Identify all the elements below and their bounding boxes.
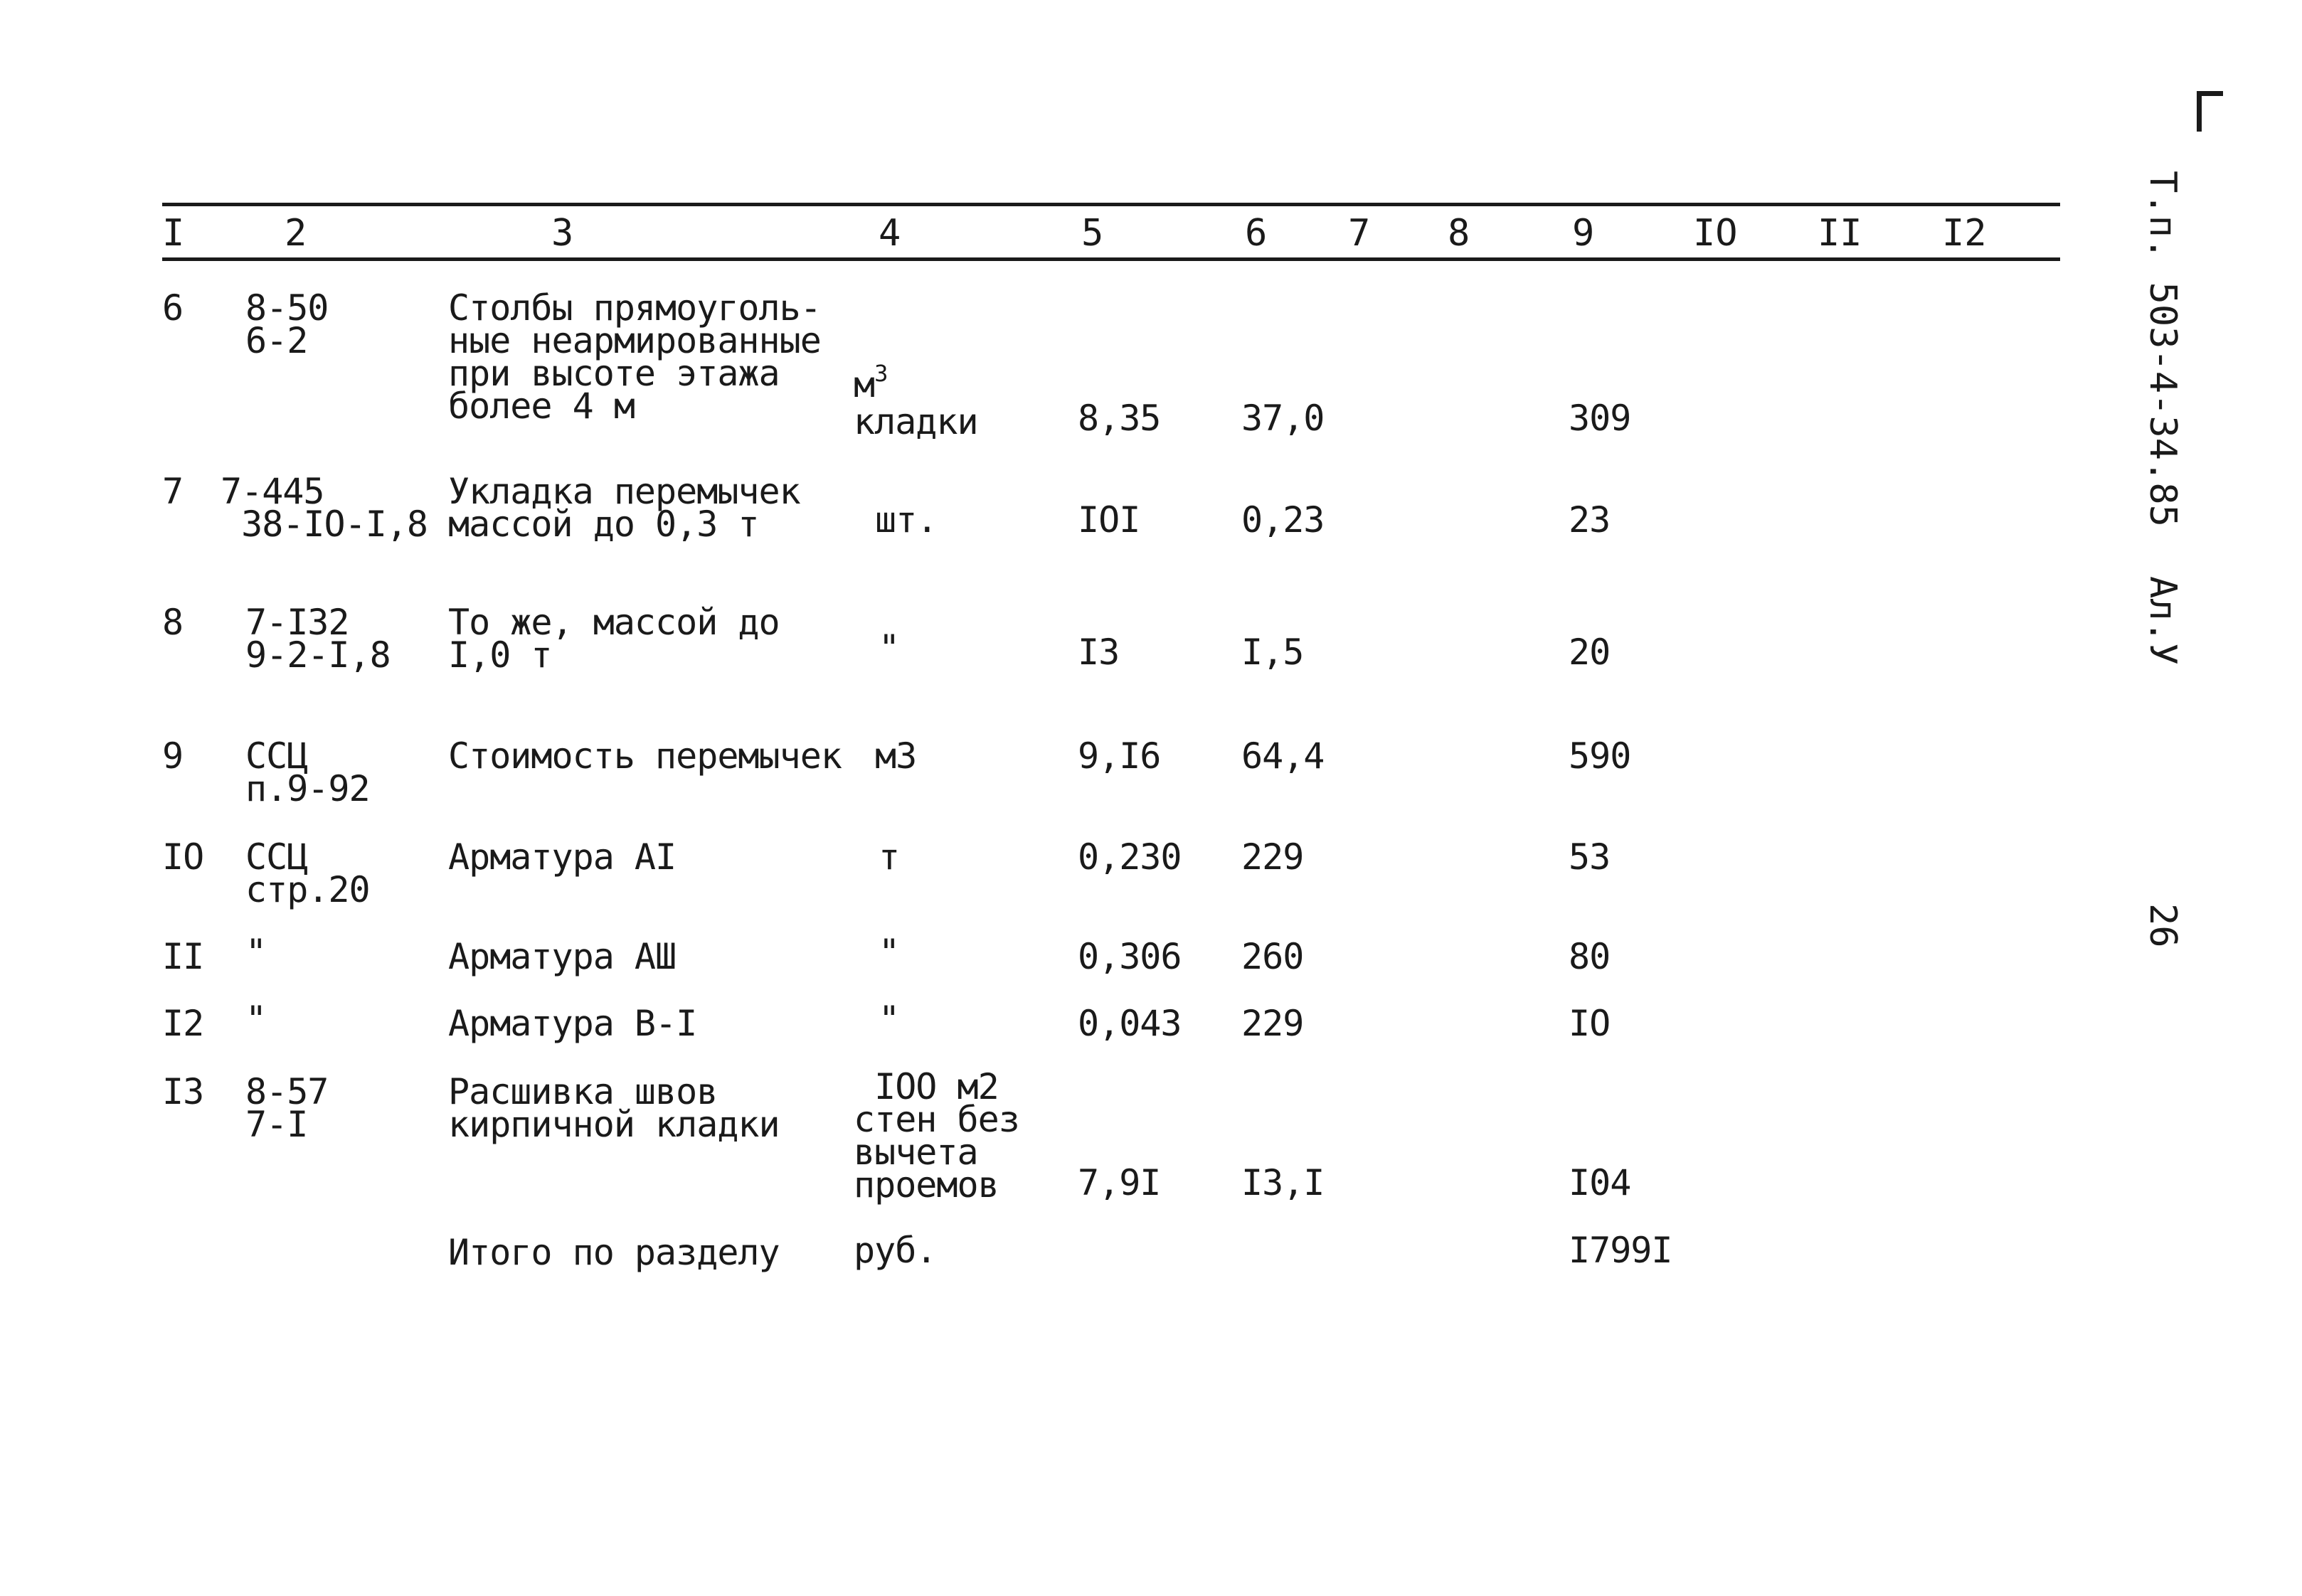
row-number: 8: [162, 602, 184, 643]
row-number: 7: [162, 471, 184, 512]
row-number: II: [162, 936, 204, 977]
row-name: Арматура АI: [448, 836, 677, 878]
header-col-12: I2: [1942, 212, 1987, 255]
row-total: 309: [1569, 398, 1631, 439]
header-col-3: 3: [551, 212, 574, 255]
row-number: 6: [162, 287, 184, 329]
summary-label: Итого по разделу: [448, 1232, 780, 1273]
row-price: 229: [1241, 836, 1304, 878]
row-total: 590: [1569, 735, 1631, 777]
header-col-9: 9: [1572, 212, 1595, 255]
page-number: 26: [2141, 903, 2184, 948]
row-code: 7-445 38-IO-I,8: [221, 471, 428, 545]
row-name: Арматура АШ: [448, 936, 677, 977]
row-number: I2: [162, 1003, 204, 1044]
header-col-10: IO: [1693, 212, 1738, 255]
row-quantity: 0,306: [1078, 936, 1182, 977]
row-total: 23: [1569, 499, 1611, 541]
row-quantity: 7,9I: [1078, 1162, 1161, 1203]
row-name: Укладка перемычек массой до 0,3 т: [448, 471, 800, 545]
row-quantity: 9,I6: [1078, 735, 1161, 777]
row-unit: м3: [875, 735, 917, 777]
header-col-5: 5: [1081, 212, 1104, 255]
row-name: Расшивка швов кирпичной кладки: [448, 1071, 780, 1145]
row-price: 229: [1241, 1003, 1304, 1044]
row-total: 53: [1569, 836, 1611, 878]
row-unit: ": [879, 932, 900, 973]
row-unit: т: [879, 836, 900, 878]
row-code: 8-57 7-I: [245, 1071, 329, 1145]
row-unit: ": [879, 627, 900, 669]
row-name: Стоимость перемычек: [448, 735, 842, 777]
row-number: IO: [162, 836, 204, 878]
row-price: I,5: [1241, 632, 1304, 673]
row-total: 20: [1569, 632, 1611, 673]
row-name: Арматура В-I: [448, 1003, 697, 1044]
summary-total: I799I: [1569, 1230, 1672, 1271]
row-price: 37,0: [1241, 398, 1325, 439]
row-quantity: 0,230: [1078, 836, 1182, 878]
header-col-7: 7: [1348, 212, 1371, 255]
row-price: 0,23: [1241, 499, 1325, 541]
header-col-11: II: [1818, 212, 1862, 255]
row-price: 64,4: [1241, 735, 1325, 777]
row-quantity: I3: [1078, 632, 1120, 673]
row-unit: ": [879, 999, 900, 1040]
row-unit: IOO м2 стен без вычета проемов: [854, 1066, 1019, 1206]
row-code: ": [245, 999, 267, 1040]
header-col-1: I: [162, 212, 185, 255]
row-total: I04: [1569, 1162, 1631, 1203]
header-col-6: 6: [1245, 212, 1268, 255]
row-name: Столбы прямоуголь- ные неармированные при высоте этажа более 4 м: [448, 287, 821, 427]
unit-superscript: 3: [874, 360, 888, 387]
corner-mark: [2197, 91, 2223, 132]
row-total: IO: [1569, 1003, 1611, 1044]
row-number: 9: [162, 735, 184, 777]
row-name: То же, массой до I,0 т: [448, 602, 780, 676]
header-col-4: 4: [879, 212, 901, 255]
row-total: 80: [1569, 936, 1611, 977]
row-code: 7-I32 9-2-I,8: [245, 602, 391, 676]
header-bottom-rule: [162, 257, 2060, 261]
row-price: 260: [1241, 936, 1304, 977]
header-top-rule: [162, 203, 2060, 206]
row-unit: шт.: [875, 499, 938, 541]
header-col-8: 8: [1448, 212, 1470, 255]
header-col-2: 2: [285, 212, 307, 255]
row-code: ССЦ п.9-92: [245, 735, 370, 809]
row-number: I3: [162, 1071, 204, 1112]
document-code: Т.п. 503-4-34.85: [2141, 171, 2184, 527]
row-price: I3,I: [1241, 1162, 1325, 1203]
row-quantity: IOI: [1078, 499, 1140, 541]
summary-unit: руб.: [854, 1230, 937, 1271]
row-code: 8-50 6-2: [245, 287, 329, 361]
row-code: ССЦ стр.20: [245, 836, 370, 910]
row-unit: $м^3$ кладки: [854, 360, 978, 442]
row-quantity: 0,043: [1078, 1003, 1182, 1044]
row-code: ": [245, 932, 267, 973]
album-label: Ал.У: [2141, 576, 2184, 666]
row-quantity: 8,35: [1078, 398, 1161, 439]
